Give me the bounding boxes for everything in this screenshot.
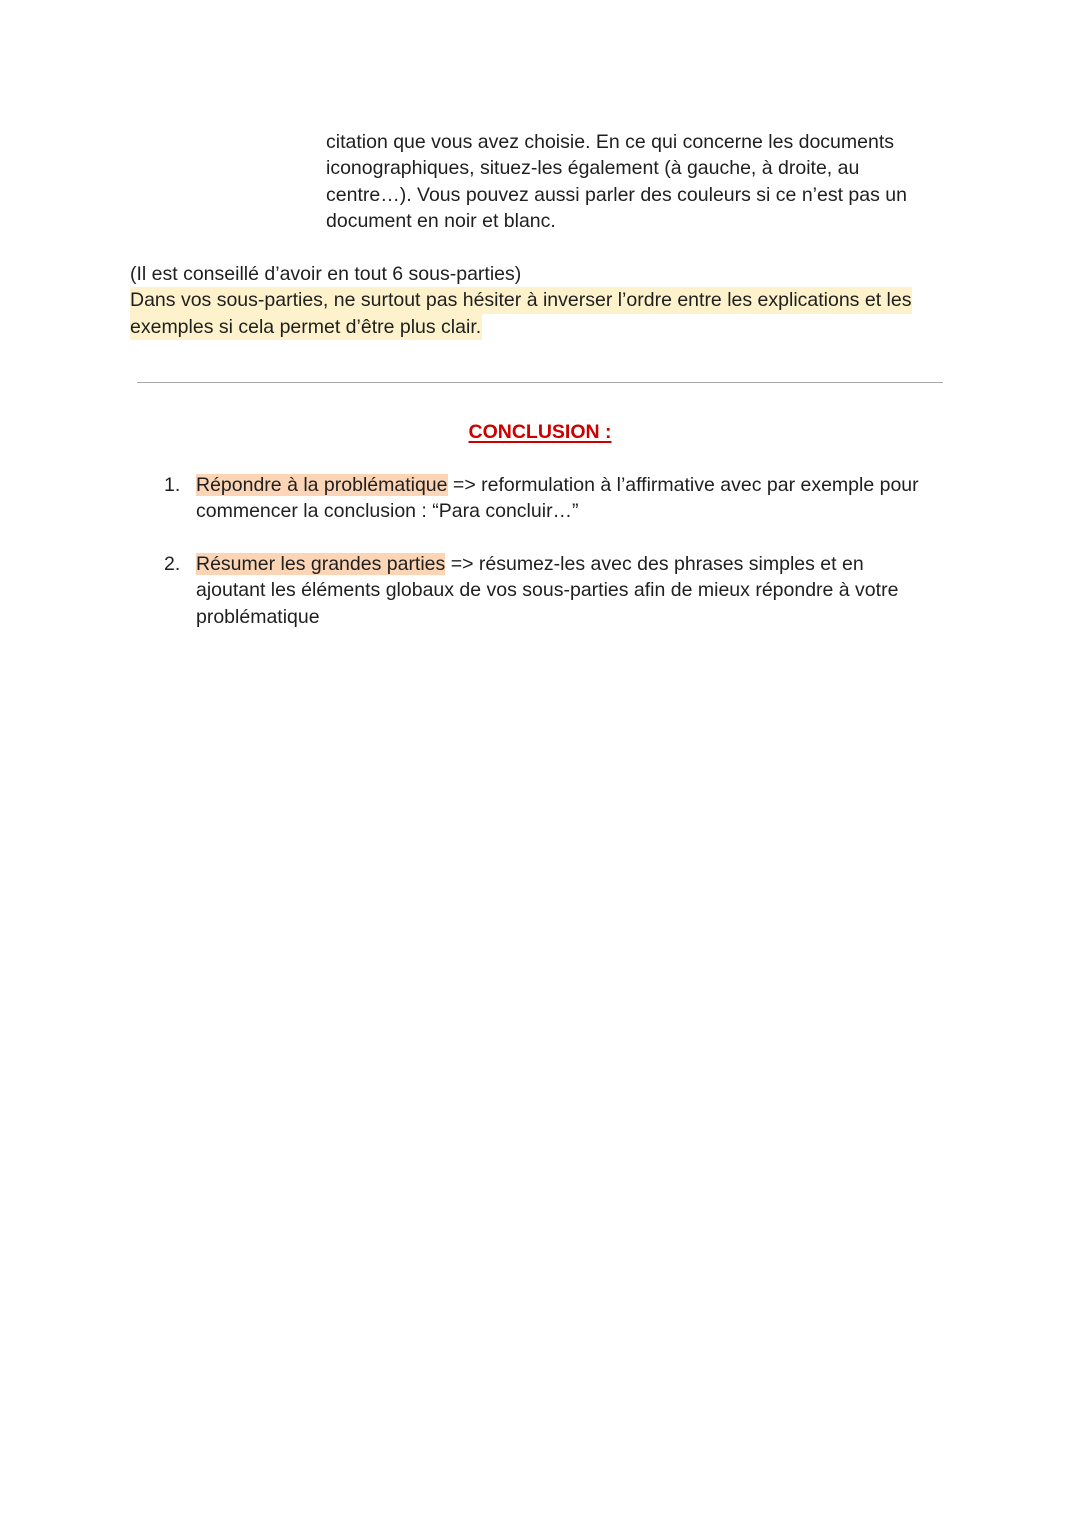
highlighted-advice: Dans vos sous-parties, ne surtout pas hésiter à inverser l’ordre entre les explications et les — [130, 287, 912, 313]
sub-parts-advice: (Il est conseillé d’avoir en tout 6 sous-parties) — [130, 263, 522, 285]
list-item-text: => résumez-les avec des phrases simples et en — [445, 553, 864, 575]
highlighted-advice: exemples si cela permet d’être plus clair. — [130, 314, 482, 340]
list-item-body — [196, 472, 956, 525]
highlight-line — [130, 314, 950, 340]
highlighted-term: Répondre à la problématique — [196, 474, 448, 496]
list-item-continuation: commencer la conclusion : “Para concluir…” — [196, 500, 579, 523]
horizontal-divider — [137, 382, 943, 383]
highlighted-term: Résumer les grandes parties — [196, 553, 446, 575]
list-item-first-line — [196, 551, 956, 577]
highlight-line — [130, 287, 950, 313]
list-item-continuation: ajoutant les éléments globaux de vos sous-parties afin de mieux répondre à votre — [196, 579, 899, 602]
conclusion-heading — [0, 419, 1080, 445]
list-number: 2. — [164, 553, 181, 575]
list-item-first-line — [196, 472, 956, 498]
intro-line: document en noir et blanc. — [326, 209, 556, 232]
sub-parts-note — [130, 261, 950, 340]
list-item-text: => reformulation à l’affirmative avec par exemple pour — [447, 474, 919, 496]
intro-paragraph — [326, 129, 946, 234]
list-item-body — [196, 551, 956, 630]
intro-line: iconographiques, situez-les également (à gauche, à droite, au — [326, 157, 860, 180]
intro-line: centre…). Vous pouvez aussi parler des couleurs si ce n’est pas un — [326, 183, 907, 206]
intro-line: citation que vous avez choisie. En ce qui concerne les documents — [326, 131, 894, 153]
list-number: 1. — [164, 474, 181, 496]
conclusion-title: CONCLUSION : — [468, 421, 612, 443]
list-item-continuation: problématique — [196, 605, 320, 628]
